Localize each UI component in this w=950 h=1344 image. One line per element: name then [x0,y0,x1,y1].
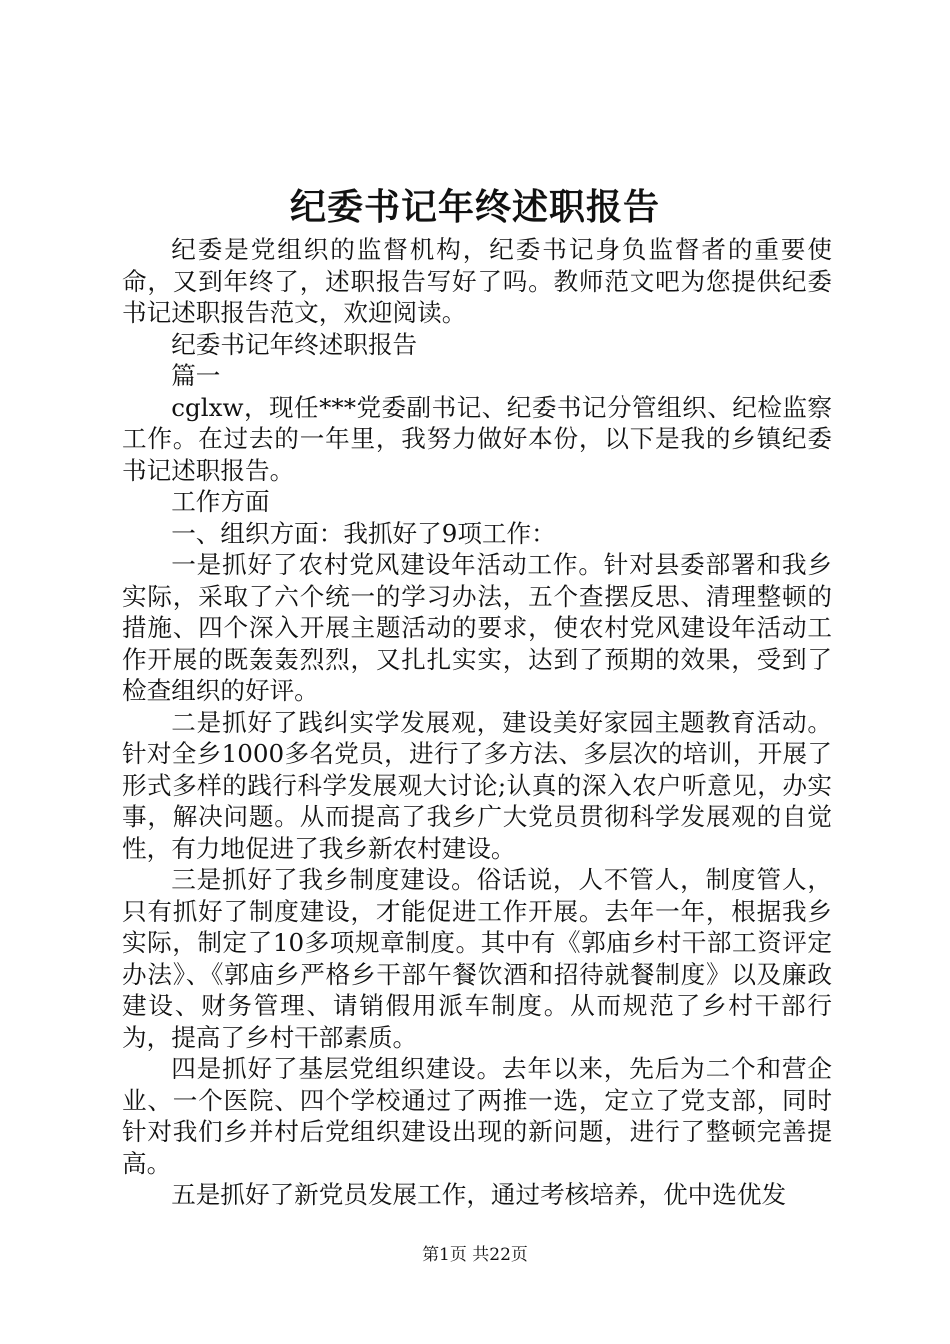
paragraph: cglxw，现任***党委副书记、纪委书记分管组织、纪检监察工作。在过去的一年里，我努力做好本份，以下是我的乡镇纪委书记述职报告。 [122,392,832,485]
page-number-footer: 第1页 共22页 [422,1245,528,1265]
paragraph: 纪委是党组织的监督机构，纪委书记身负监督者的重要使命，又到年终了，述职报告写好了吗。教师范文吧为您提供纪委书记述职报告范文，欢迎阅读。 [122,235,832,327]
paragraph: 三是抓好了我乡制度建设。俗话说，人不管人，制度管人，只有抓好了制度建设，才能促进工作开展。去年一年，根据我乡实际，制定了10多项规章制度。其中有《郭庙乡村干部工资评定办法》、《郭庙乡严格乡干部午餐饮酒和招待就餐制度》以及廉政建设、财务管理、请销假用派车制度。从而规范了乡村干部行为，提高了乡村干部素质。 [122,865,832,1052]
paragraph: 篇一 [171,361,221,390]
paragraph: 二是抓好了践纠实学发展观，建设美好家园主题教育活动。针对全乡1000多名党员，进行了多方法、多层次的培训，开展了形式多样的践行科学发展观大讨论;认真的深入农户听意见，办实事，解决问题。从而提高了我乡广大党员贯彻科学发展观的自觉性，有力地促进了我乡新农村建设。 [122,707,832,863]
paragraph: 纪委书记年终述职报告 [171,329,418,359]
document-body [122,234,832,1211]
paragraph: 五是抓好了新党员发展工作，通过考核培养，优中选优发 [171,1180,787,1209]
paragraph: 工作方面 [171,487,270,516]
document-title: 纪委书记年终述职报告 [289,186,660,228]
paragraph: 四是抓好了基层党组织建设。去年以来，先后为二个和营企业、一个医院、四个学校通过了两推一选，定立了党支部，同时针对我们乡并村后党组织建设出现的新问题，进行了整顿完善提高。 [122,1054,832,1178]
paragraph: 一是抓好了农村党风建设年活动工作。针对县委部署和我乡实际，采取了六个统一的学习办法，五个查摆反思、清理整顿的措施、四个深入开展主题活动的要求，使农村党风建设年活动工作开展的既轰轰烈烈，又扎扎实实，达到了预期的效果，受到了检查组织的好评。 [122,550,832,705]
paragraph: 一、组织方面：我抓好了9项工作： [171,518,556,548]
